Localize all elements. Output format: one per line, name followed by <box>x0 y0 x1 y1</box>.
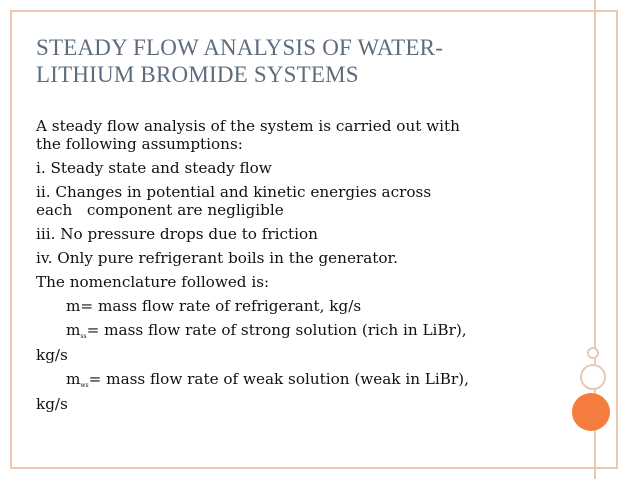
decorative-orange-circle-icon <box>572 393 610 431</box>
mss-unit: kg/s <box>36 346 68 364</box>
mws-definition: = mass flow rate of weak solution (weak in LiBr), <box>88 370 469 388</box>
mss-subscript: ss <box>80 333 87 340</box>
intro-paragraph <box>36 117 576 153</box>
decorative-medium-circle-icon <box>580 364 606 390</box>
title-line-1: STEADY FLOW ANALYSIS OF WATER- <box>36 35 444 60</box>
mws-symbol: m <box>66 370 81 388</box>
mss-symbol: m <box>66 321 81 339</box>
intro-line-2: the following assumptions: <box>36 135 243 153</box>
assumption-1: i. Steady state and steady flow <box>36 159 272 177</box>
assumption-2 <box>36 183 576 219</box>
slide-title <box>36 34 576 88</box>
assumption-2-line-1: ii. Changes in potential and kinetic energies across <box>36 183 432 201</box>
nomenclature-m: m= mass flow rate of refrigerant, kg/s <box>66 297 362 315</box>
intro-line-1: A steady flow analysis of the system is carried out with <box>36 117 460 135</box>
assumption-4: iv. Only pure refrigerant boils in the generator. <box>36 249 398 267</box>
nomenclature-mss <box>36 321 576 364</box>
nomenclature-mws <box>36 370 576 413</box>
slide-body <box>36 117 576 413</box>
nomenclature-heading: The nomenclature followed is: <box>36 273 270 291</box>
assumption-2-line-2: each component are negligible <box>36 201 284 219</box>
mss-definition: = mass flow rate of strong solution (rich in LiBr), <box>86 321 467 339</box>
title-line-2: LITHIUM BROMIDE SYSTEMS <box>36 62 359 87</box>
mws-unit: kg/s <box>36 395 68 413</box>
mws-subscript: ws <box>80 382 89 389</box>
assumption-3: iii. No pressure drops due to friction <box>36 225 318 243</box>
decorative-small-circle-icon <box>587 347 599 359</box>
